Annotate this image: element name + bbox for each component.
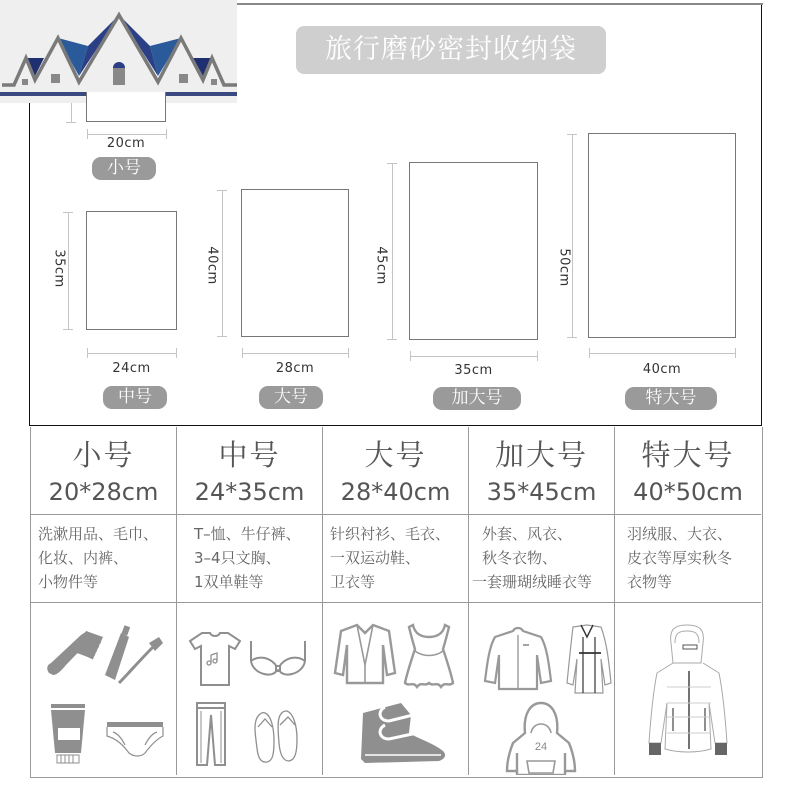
size-dimensions: 40*50cm [633,478,743,506]
dress-icon [405,625,453,687]
page-title: 旅行磨砂密封收纳袋 [296,26,606,74]
size-badge-xl: 加大号 [433,387,521,410]
usage-description [31,515,176,594]
size-badge-medium: 中号 [103,386,167,409]
height-dimension-medium [68,212,69,329]
table-desc-xxl [615,515,761,603]
desc-line: 秋冬衣物、 [482,549,558,567]
trench-coat-icon [567,625,611,693]
bra-icon [251,641,305,675]
size-badge-large: 大号 [259,386,323,409]
sneaker-icon [361,703,445,763]
jeans-icon [197,703,225,765]
dimension-cap [410,351,411,361]
hoodie-icon [507,703,575,775]
dimension-cap [735,348,736,358]
desc-line: 卫衣等 [330,573,376,591]
desc-line: 化妆、内裤、 [38,549,129,567]
desc-line: 洗漱用品、毛巾、 [38,525,159,543]
dimension-cap [63,329,73,330]
table-header-xxl [615,427,761,515]
comb-icon [47,631,103,675]
size-name: 加大号 [494,438,588,472]
dimension-cap [176,348,177,358]
desc-line: T–恤、牛仔裤、 [194,525,301,543]
table-icons-large [323,603,469,775]
size-name: 中号 [218,438,281,472]
dimension-cap [348,348,349,358]
dimension-cap [63,212,73,213]
height-label-large: 40cm [204,246,220,285]
size-name: 小号 [72,438,135,472]
table-header-xl [469,427,615,515]
usage-description [323,515,468,594]
height-label-xxl: 50cm [556,248,572,287]
cream-tube-icon [51,704,85,763]
down-jacket-icon [649,625,727,755]
width-label-xxl: 40cm [642,362,682,377]
table-header-medium [177,427,323,515]
table-header-small [31,427,177,515]
table-icons-medium [177,603,323,775]
desc-line: 一套珊瑚绒睡衣等 [472,573,593,591]
desc-line: 1双单鞋等 [194,573,264,591]
bag-outline-large [241,189,349,337]
dimension-cap [387,339,397,340]
desc-line: 3–4只文胸、 [194,549,281,567]
toothpaste-toothbrush-icon [105,625,163,683]
usage-description [177,515,322,594]
width-label-small: 20cm [106,136,146,151]
size-dimensions: 20*28cm [48,478,159,506]
bag-outline-xxl [588,133,736,338]
height-dimension-xxl [572,134,573,337]
width-dimension-large [242,353,348,354]
tshirt-icon [190,633,240,685]
size-name: 特大号 [641,438,735,472]
table-desc-medium [177,515,323,603]
size-dimensions: 28*40cm [340,478,451,506]
height-label-xl: 45cm [373,246,389,285]
table-icons-small [31,603,177,775]
hoodie-number: 24 [534,741,548,753]
jacket-icon [485,628,551,689]
size-name: 大号 [364,438,427,472]
dimension-cap [217,336,227,337]
bag-outline-xl [409,162,538,340]
size-dimensions: 24*35cm [194,478,305,506]
dimension-cap [87,348,88,358]
bag-outline-medium [86,211,177,330]
table-desc-large [323,515,469,603]
dimension-cap [567,337,577,338]
frame-top-border [229,3,763,5]
desc-line: 羽绒服、大衣、 [627,525,733,543]
width-dimension-xxl [589,353,735,354]
width-label-medium: 24cm [112,361,151,376]
dimension-cap [242,348,243,358]
desc-line: 衣物等 [627,573,673,591]
table-icons-xl [469,603,615,775]
width-dimension-xl [410,356,537,357]
size-badge-small: 小号 [92,157,156,180]
house-roof-logo [0,0,237,103]
height-dimension-large [222,190,223,336]
size-usage-table [30,427,763,778]
table-header-large [323,427,469,515]
desc-line: 针织衬衫、毛衣、 [330,525,451,543]
dimension-cap [387,163,397,164]
size-dimensions: 35*45cm [486,478,597,506]
house-roof-logo-icon [0,0,237,103]
width-dimension-small [87,134,166,135]
desc-line: 皮衣等厚实秋冬 [627,549,733,567]
table-desc-small [31,515,177,603]
width-label-xl: 35cm [454,363,493,378]
bag-outline-small [86,92,166,122]
table-icons-xxl [615,603,761,775]
height-dimension-xl [392,163,393,339]
usage-description [469,515,614,594]
width-label-large: 28cm [275,361,315,376]
usage-description [615,515,761,594]
briefs-icon [107,722,163,756]
dimension-cap [217,190,227,191]
width-dimension-medium [87,353,176,354]
dimension-cap [537,351,538,361]
dimension-cap [66,122,76,123]
flip-flops-icon [255,711,297,762]
dimension-cap [589,348,590,358]
table-desc-xl [469,515,615,603]
desc-line: 一双运动鞋、 [330,549,421,567]
dimension-cap [567,134,577,135]
size-badge-xxl: 特大号 [625,387,717,410]
height-label-medium: 35cm [51,249,67,288]
desc-line: 小物件等 [38,573,99,591]
height-dimension-small [71,103,72,122]
cardigan-icon [335,625,395,683]
desc-line: 外套、风衣、 [482,525,573,543]
dimension-cap [166,129,167,139]
